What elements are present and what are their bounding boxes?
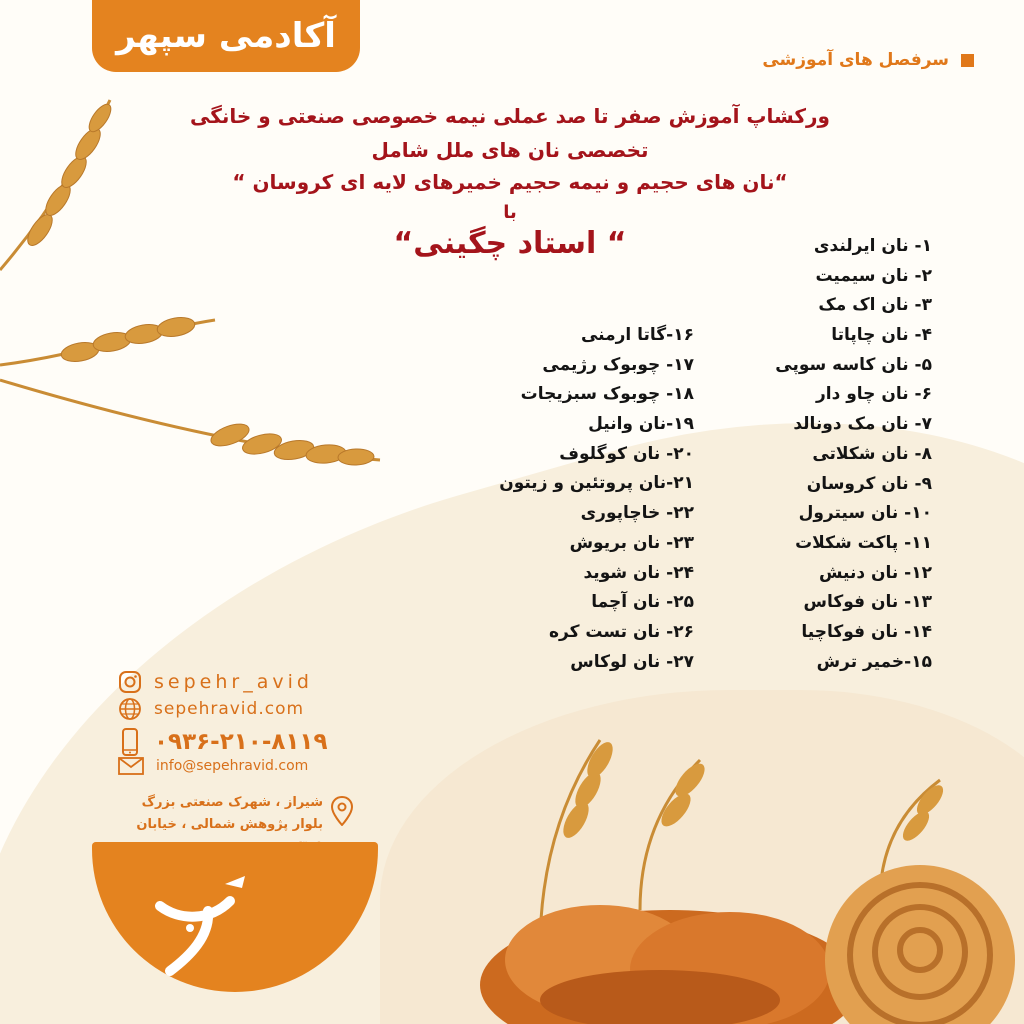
list-item: ۲۴- نان شوید (583, 562, 694, 583)
address-line-1: شیراز ، شهرک صنعتی بزرگ (141, 795, 323, 810)
list-item: ۱۸- چوبوک سبزیجات (520, 384, 694, 405)
website-url: sepehravid.com (154, 699, 305, 719)
list-item: ۱۷- چوبوک رژیمی (542, 354, 694, 375)
section-label: سرفصل های آموزشی (762, 50, 949, 70)
list-item: ۱۲- نان دنیش (818, 562, 932, 583)
contact-instagram[interactable] (118, 670, 313, 694)
list-item: ۲۱-نان پروتئین و زیتون (499, 473, 694, 494)
list-item: ۵- نان کاسه سوپی (775, 354, 932, 375)
list-item: ۱۵-خمیر ترش (816, 651, 932, 672)
instagram-icon (118, 670, 142, 694)
section-header (762, 50, 974, 70)
list-item: ۴- نان چاپاتا (831, 325, 932, 346)
headline-line-4: با (503, 202, 517, 223)
globe-icon (118, 697, 142, 721)
instagram-handle: sepehr_avid (154, 671, 313, 693)
brand-tab (92, 0, 360, 72)
course-list-right (712, 232, 932, 677)
list-item: ۲۲- خاچاپوری (580, 503, 694, 524)
brand-name: آکادمی سپهر (116, 16, 336, 56)
list-item: ۱۴- نان فوکاچیا (801, 621, 932, 642)
list-item: ۱۹-نان وانیل (588, 414, 694, 435)
bread-illustration (480, 720, 1024, 1024)
list-item: ۲۰- نان کوگلوف (559, 443, 694, 464)
course-list-left (434, 321, 694, 677)
instructor-name: “ استاد چگینی“ (393, 226, 627, 261)
headline-line-3: “نان های حجیم و نیمه حجیم خمیرهای لایه ای کروسان “ (232, 170, 788, 194)
list-item: ۱۶-گاتا ارمنی (580, 325, 694, 345)
list-item: ۲۳- نان بریوش (569, 532, 694, 553)
email-address: info@sepehravid.com (156, 758, 309, 774)
list-item: ۱۱- پاکت شکلات (795, 532, 932, 553)
list-item: ۷- نان مک دونالد (793, 414, 932, 435)
phone-number: ۰۹۳۶-۲۱۰-۸۱۱۹ (154, 729, 328, 755)
headline-line-1: ورکشاپ آموزش صفر تا صد عملی نیمه خصوصی صنعتی و خانگی (190, 104, 830, 128)
address-line-2: بلوار پژوهش شمالی ، خیابان (136, 817, 323, 832)
location-pin-icon (331, 796, 353, 826)
contact-phone[interactable] (118, 728, 328, 756)
contact-email[interactable] (118, 757, 308, 775)
list-item: ۱۰- نان سیترول (798, 503, 932, 524)
list-item: ۱- نان ایرلندی (813, 236, 932, 256)
list-item: ۲- نان سیمیت (815, 265, 932, 286)
contact-website[interactable] (118, 697, 304, 721)
list-item: ۲۶- نان تست کره (548, 621, 694, 642)
square-bullet-icon (961, 54, 974, 67)
mail-icon (118, 757, 144, 775)
list-item: ۱۳- نان فوکاس (803, 592, 932, 613)
brand-logo-icon (150, 866, 260, 976)
list-item: ۶- نان چاو دار (815, 384, 932, 405)
list-item: ۲۷- نان لوکاس (570, 651, 694, 672)
list-item: ۳- نان اک مک (818, 295, 932, 316)
phone-icon (118, 728, 142, 756)
headline-line-2: تخصصی نان های ملل شامل (371, 138, 649, 162)
list-item: ۸- نان شکلاتی (812, 443, 932, 464)
list-item: ۲۵- نان آچما (591, 592, 694, 613)
list-item: ۹- نان کروسان (806, 473, 932, 494)
